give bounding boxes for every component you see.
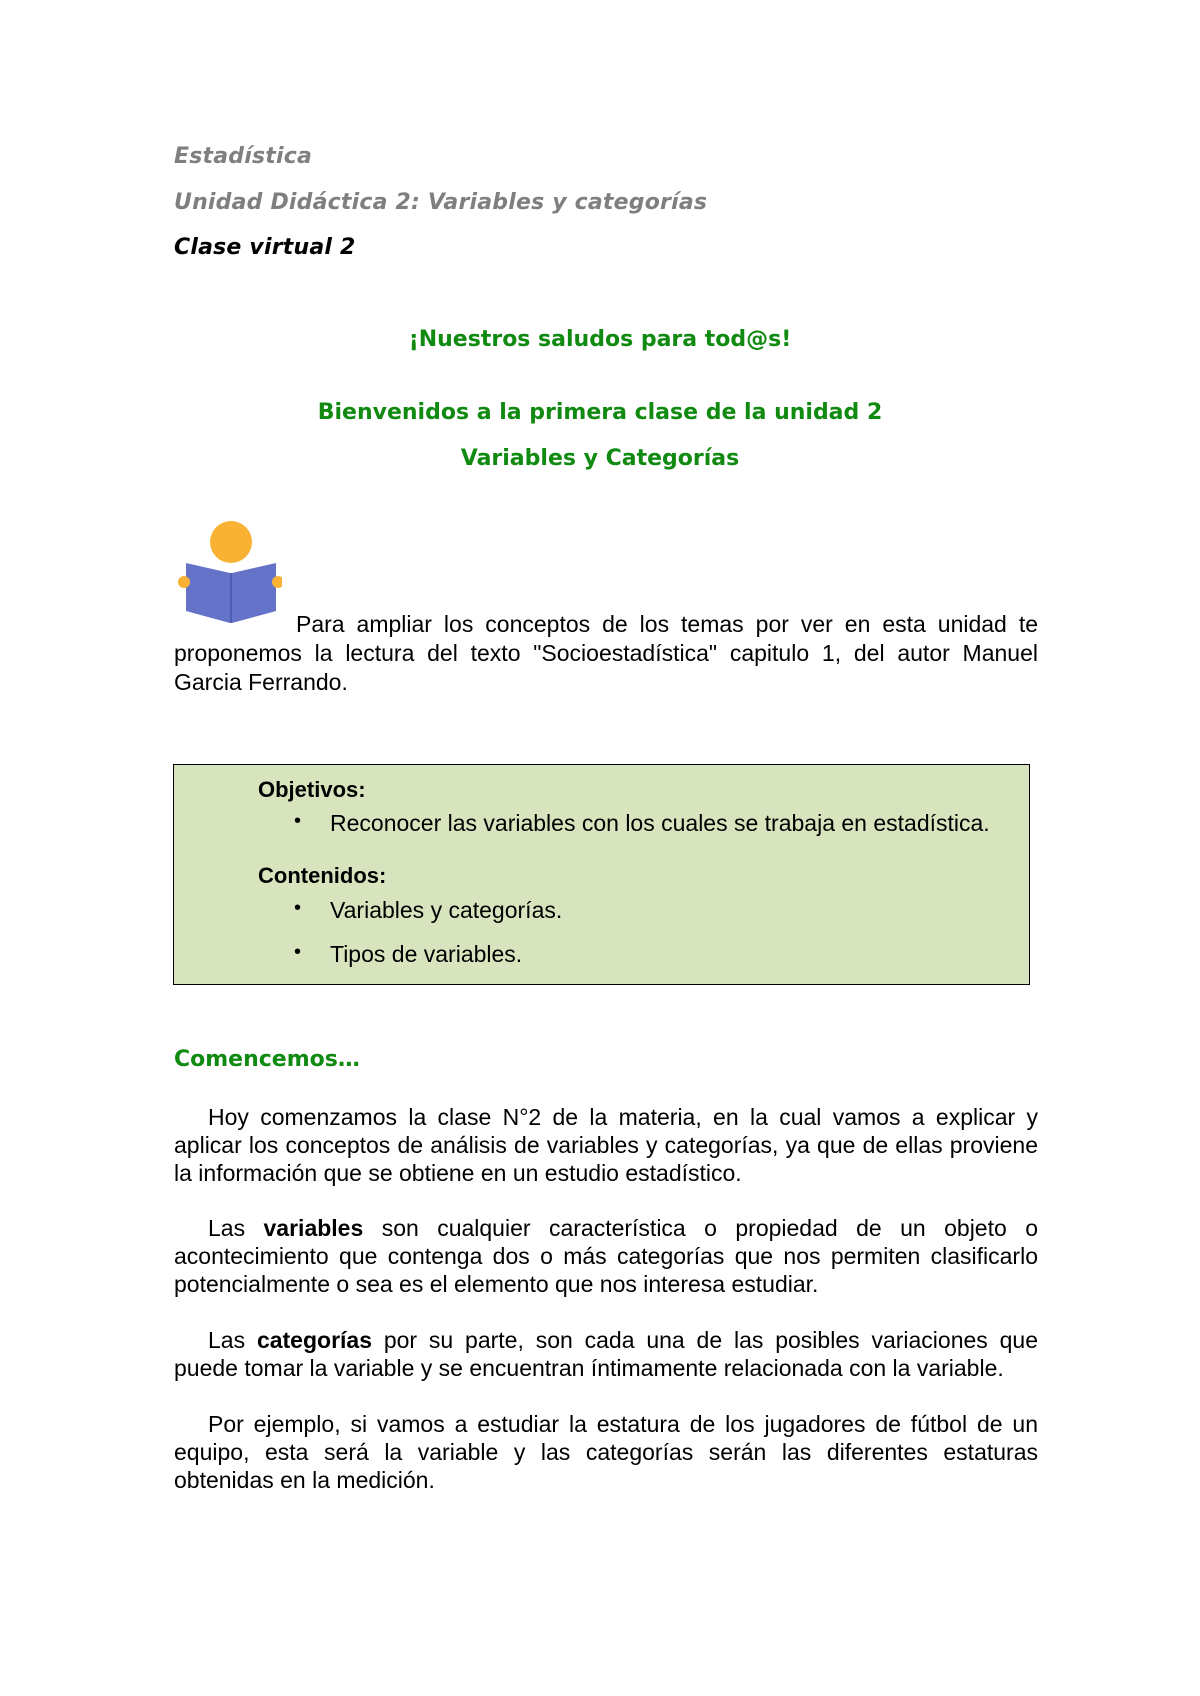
figure-head bbox=[210, 521, 252, 563]
term-categories: categorías bbox=[256, 1327, 372, 1353]
objectives-box bbox=[173, 764, 1030, 985]
bullet-icon: • bbox=[294, 810, 302, 832]
unit-title: Unidad Didáctica 2: Variables y categorías bbox=[174, 190, 708, 215]
start-heading: Comencemos… bbox=[174, 1047, 360, 1072]
objective-item: • Reconocer las variables con los cuales se trabaja en estadística. bbox=[294, 810, 990, 836]
topic-heading: Variables y Categorías bbox=[460, 446, 740, 471]
content-item: • Tipos de variables. bbox=[294, 941, 523, 967]
contents-heading: Contenidos: bbox=[258, 863, 387, 888]
paragraph-categories: Las categorías por su parte, son cada una de las posibles variaciones que puede tomar la variable y se encuentran íntimamente relacionada con la variable. bbox=[174, 1327, 1038, 1381]
paragraph-intro-class: Hoy comenzamos la clase N°2 de la materia, en la cual vamos a explicar y aplicar los conceptos de análisis de variables y categorías, ya que de ellas proviene la información que se obtiene en un estudio estadístico. bbox=[174, 1104, 1038, 1186]
greeting-heading: ¡Nuestros saludos para tod@s! bbox=[408, 327, 792, 352]
class-title: Clase virtual 2 bbox=[174, 235, 356, 260]
figure-left-hand bbox=[178, 576, 190, 588]
paragraph-example: Por ejemplo, si vamos a estudiar la estatura de los jugadores de fútbol de un equipo, esta será la variable y las categorías serán las diferentes estaturas obtenidas en la medición. bbox=[174, 1411, 1038, 1493]
subject-title: Estadística bbox=[174, 144, 313, 169]
intro-text: Para ampliar los conceptos de los temas por ver en esta unidad te proponemos la lectura del texto "Socioestadística" capitulo 1, del autor Manuel Garcia Ferrando. bbox=[174, 611, 1038, 695]
paragraph-variables: Las variables son cualquier característica o propiedad de un objeto o acontecimiento que contenga dos o más categorías que nos permiten clasificarlo potencialmente o sea es el elemento que nos interesa estudiar. bbox=[174, 1215, 1038, 1297]
term-variables: variables bbox=[263, 1215, 364, 1241]
welcome-heading: Bienvenidos a la primera clase de la unidad 2 bbox=[317, 400, 883, 425]
bullet-icon: • bbox=[294, 941, 302, 963]
content-item: • Variables y categorías. bbox=[294, 897, 563, 923]
intro-paragraph bbox=[174, 610, 1038, 697]
objectives-heading: Objetivos: bbox=[258, 777, 366, 802]
bullet-icon: • bbox=[294, 897, 302, 919]
